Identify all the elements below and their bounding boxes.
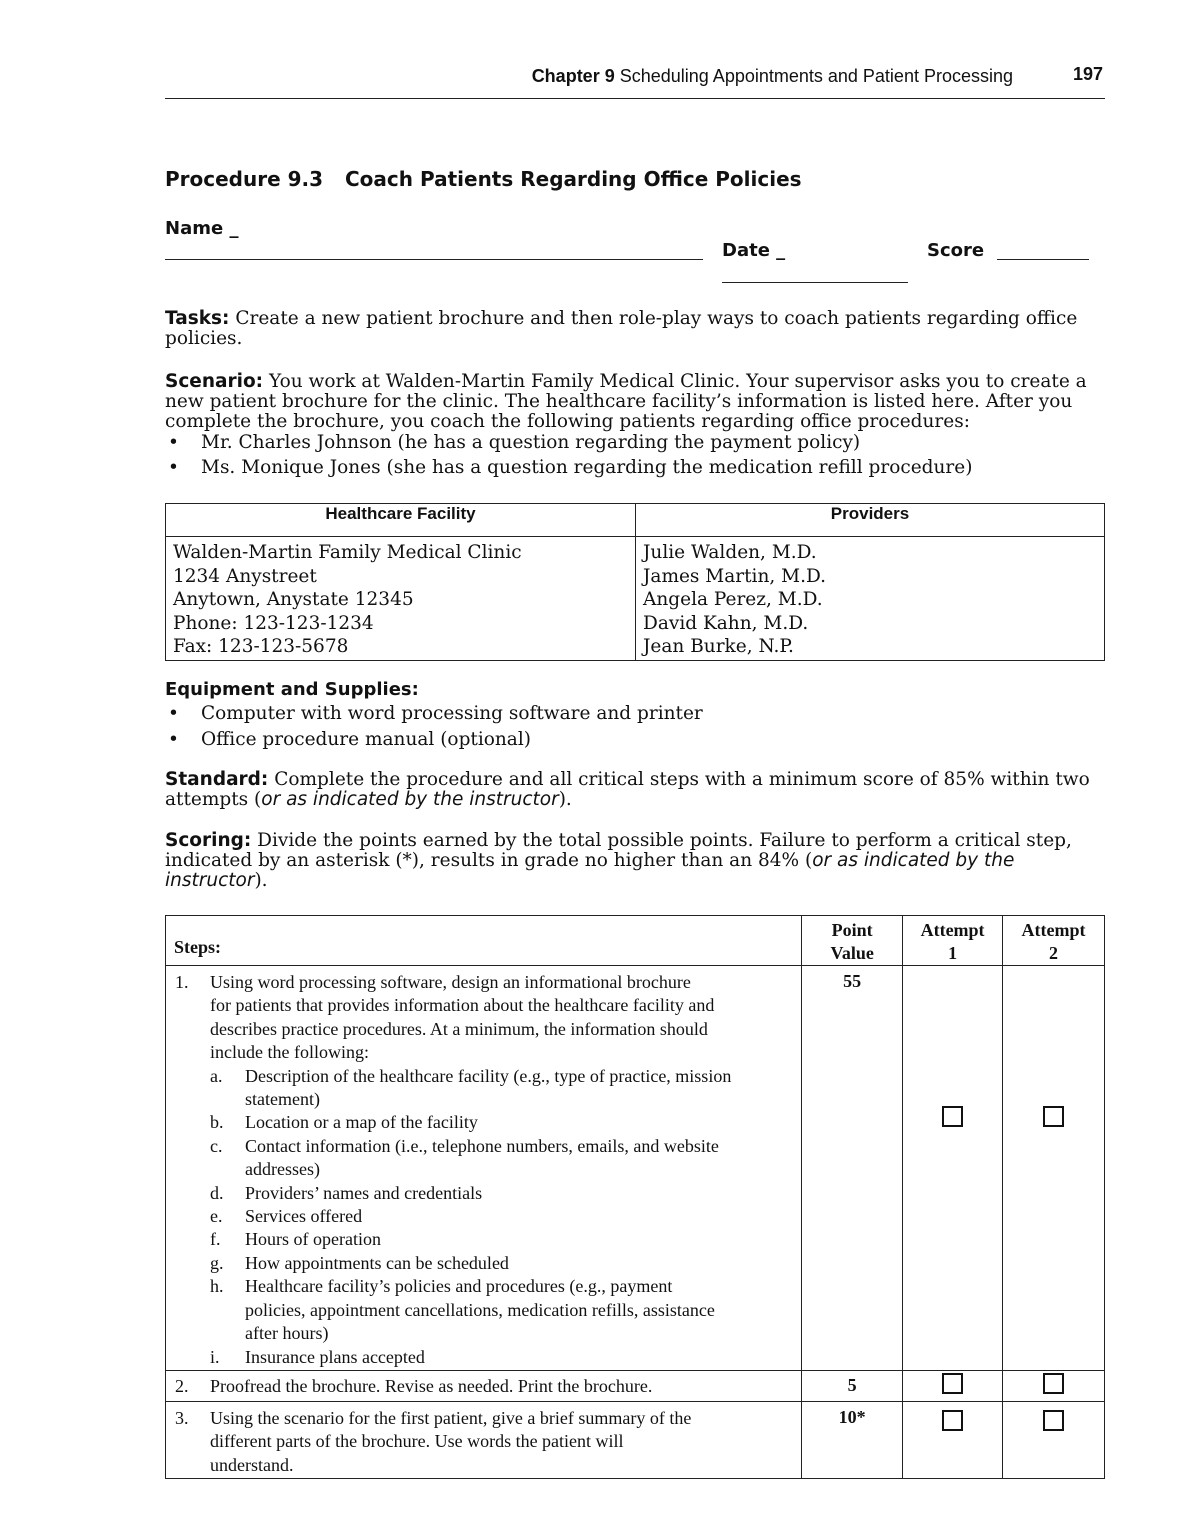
name-label: Name _ bbox=[165, 218, 239, 239]
attempt-checkbox[interactable] bbox=[1043, 1373, 1064, 1394]
attempt-checkbox[interactable] bbox=[942, 1410, 963, 1431]
step-2-attempt-2 bbox=[1003, 1370, 1105, 1401]
facility-line: 1234 Anystreet bbox=[173, 565, 317, 587]
attempt-checkbox[interactable] bbox=[942, 1373, 963, 1394]
steps-header: Steps: bbox=[166, 916, 802, 966]
list-item: d. Providers’ names and credentials bbox=[210, 1182, 483, 1203]
providers-header: Providers bbox=[636, 504, 1105, 537]
page-header bbox=[165, 64, 1105, 99]
score-field[interactable] bbox=[997, 259, 1089, 260]
table-row bbox=[166, 966, 1105, 1371]
scenario-bullet: • Ms. Monique Jones (she has a question regarding the medication refill procedure) bbox=[168, 457, 973, 478]
attempt-1-header: Attempt 1 bbox=[903, 916, 1003, 966]
step-3-points: 10* bbox=[802, 1401, 903, 1478]
list-item: a. Description of the healthcare facility (e.g., type of practice, mission statement) bbox=[210, 1065, 732, 1110]
steps-table bbox=[165, 915, 1105, 1479]
provider-name: Julie Walden, M.D. bbox=[643, 542, 817, 563]
table-row bbox=[166, 1370, 1105, 1401]
step-3-attempt-2 bbox=[1003, 1401, 1105, 1478]
facility-line: Phone: 123-123-1234 bbox=[173, 612, 374, 634]
tasks-paragraph: Tasks: Create a new patient brochure and then role-play ways to coach patients regarding office policies. bbox=[165, 308, 1078, 349]
attempt-2-header: Attempt 2 bbox=[1003, 916, 1105, 966]
page-number: 197 bbox=[1072, 64, 1103, 84]
equipment-item: • Computer with word processing software and printer bbox=[168, 703, 703, 724]
standard-paragraph: Standard: Complete the procedure and all critical steps with a minimum score of 85% within two attempts (or as indicated by the instructor). bbox=[165, 769, 1090, 810]
step-3-attempt-1 bbox=[903, 1401, 1003, 1478]
step-1-cell: 1. Using word processing software, design an informational brochure for patients that provides information about the healthcare facility and describes practice procedures. At a minimum, the information should include the following: a. Description of the healthcare facility (e.g., type of practice, mission statement) b. Location or a map of the facility c. Contact information (i.e., telephone numbers, emails, and website addresses) d. Providers’ names and credentials e. Services offered f. Hours of operation g. How appointments can be scheduled h. Healthcare facility’s policies and procedures (e.g., payment policies, appointment cancellations, medication refills, assistance after hours) i. Insurance plans accepted bbox=[166, 966, 802, 1371]
step-1-attempt-2 bbox=[1003, 966, 1105, 1371]
facility-line: Walden-Martin Family Medical Clinic bbox=[173, 542, 522, 563]
facility-table bbox=[165, 503, 1105, 661]
provider-name: Jean Burke, N.P. bbox=[643, 636, 794, 658]
facility-line: Anytown, Anystate 12345 bbox=[173, 589, 414, 611]
attempt-checkbox[interactable] bbox=[1043, 1410, 1064, 1431]
list-item: f. Hours of operation bbox=[210, 1229, 381, 1250]
provider-name: David Kahn, M.D. bbox=[643, 612, 809, 634]
point-value-header: Point Value bbox=[802, 916, 903, 966]
name-field[interactable] bbox=[165, 259, 703, 260]
equipment-item: • Office procedure manual (optional) bbox=[168, 729, 531, 750]
procedure-name: Coach Patients Regarding Office Policies bbox=[345, 167, 802, 191]
list-item: h. Healthcare facility’s policies and procedures (e.g., payment policies, appointment cancellations, medication refills, assistance after hours) bbox=[210, 1276, 715, 1344]
scenario-bullet: • Mr. Charles Johnson (he has a question regarding the payment policy) bbox=[168, 432, 861, 453]
date-label: Date _ bbox=[722, 240, 786, 261]
list-item: c. Contact information (i.e., telephone numbers, emails, and website addresses) bbox=[210, 1135, 719, 1180]
list-item: g. How appointments can be scheduled bbox=[210, 1252, 509, 1273]
chapter-title: Chapter 9 Scheduling Appointments and Patient Processing bbox=[531, 66, 1013, 86]
date-field[interactable] bbox=[722, 282, 908, 283]
provider-name: James Martin, M.D. bbox=[643, 565, 827, 587]
step-2-attempt-1 bbox=[903, 1370, 1003, 1401]
table-row bbox=[166, 1401, 1105, 1478]
step-2-cell: 2. Proofread the brochure. Revise as needed. Print the brochure. bbox=[166, 1370, 802, 1401]
step-number: 1. bbox=[175, 972, 189, 992]
step-number: 3. bbox=[175, 1407, 189, 1428]
facility-info-cell bbox=[166, 537, 636, 661]
scenario-paragraph: Scenario: You work at Walden-Martin Family Medical Clinic. Your supervisor asks you to create a new patient brochure for the clinic. The healthcare facility’s information is listed here. After you complete the brochure, you coach the following patients regarding office procedures: bbox=[165, 371, 1087, 432]
attempt-checkbox[interactable] bbox=[1043, 1106, 1064, 1127]
step-2-points: 5 bbox=[802, 1370, 903, 1401]
providers-cell bbox=[636, 537, 1105, 661]
list-item: i. Insurance plans accepted bbox=[210, 1346, 425, 1367]
facility-line: Fax: 123-123-5678 bbox=[173, 636, 349, 658]
procedure-number: Procedure 9.3 bbox=[165, 167, 324, 191]
step-1-attempt-1 bbox=[903, 966, 1003, 1371]
equipment-heading: Equipment and Supplies: bbox=[165, 679, 419, 700]
facility-header: Healthcare Facility bbox=[166, 504, 636, 537]
list-item: b. Location or a map of the facility bbox=[210, 1112, 478, 1133]
step-1-points: 55 bbox=[802, 966, 903, 1371]
scoring-paragraph: Scoring: Divide the points earned by the total possible points. Failure to perform a critical step, indicated by an asterisk (*), results in grade no higher than an 84% (or as indicated by the instructor). bbox=[165, 830, 1072, 891]
score-label: Score bbox=[927, 240, 985, 261]
provider-name: Angela Perez, M.D. bbox=[643, 589, 823, 611]
procedure-title bbox=[165, 167, 802, 191]
list-item: e. Services offered bbox=[210, 1206, 363, 1227]
step-number: 2. bbox=[175, 1375, 189, 1396]
attempt-checkbox[interactable] bbox=[942, 1106, 963, 1127]
step-3-cell: 3. Using the scenario for the first patient, give a brief summary of the different parts of the brochure. Use words the patient will understand. bbox=[166, 1401, 802, 1478]
